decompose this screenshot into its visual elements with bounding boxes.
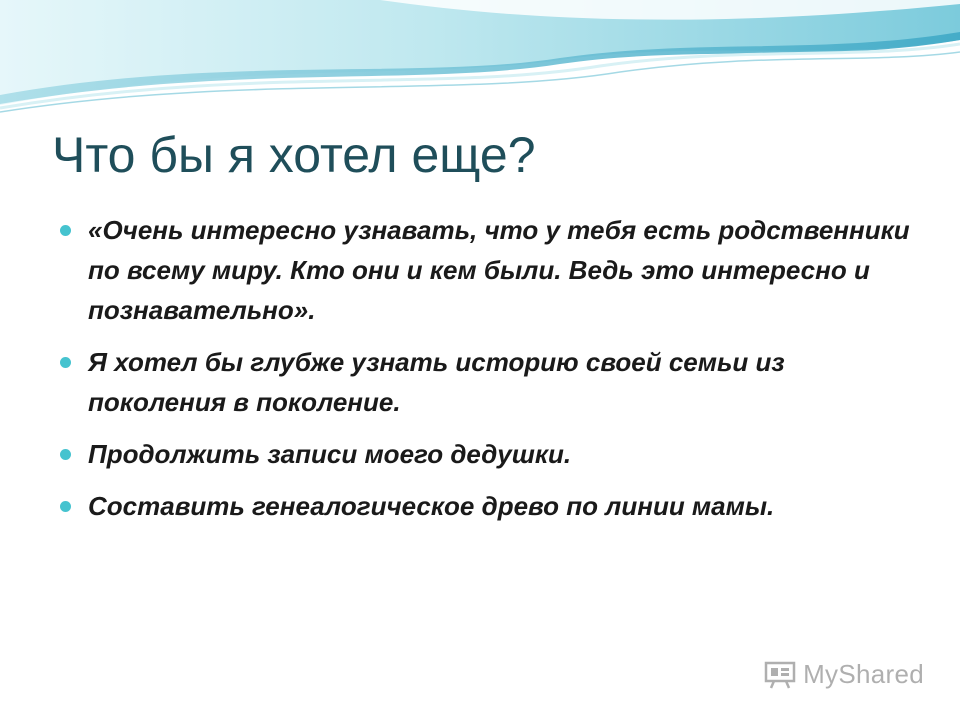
bullet-text: Продолжить записи моего дедушки.: [88, 439, 572, 469]
bullet-item: [60, 210, 920, 330]
bullet-text: Составить генеалогическое древо по линии мамы.: [88, 491, 775, 521]
bullet-list: [60, 210, 920, 538]
bullet-item: [60, 434, 920, 474]
watermark: [763, 659, 924, 690]
teal-dot-icon: [60, 357, 71, 368]
watermark-text: MyShared: [803, 659, 924, 689]
bullet-item: [60, 342, 920, 422]
bullet-text: «Очень интересно узнавать, что у тебя есть родственники по всему миру. Кто они и кем были. Ведь это интересно и познавательно».: [88, 215, 910, 325]
bullet-item: [60, 486, 920, 526]
teal-dot-icon: [60, 501, 71, 512]
teal-dot-icon: [60, 225, 71, 236]
wave-header-decoration: [0, 0, 960, 130]
presentation-board-icon: [763, 660, 797, 690]
teal-dot-icon: [60, 449, 71, 460]
bullet-text: Я хотел бы глубже узнать историю своей семьи из поколения в поколение.: [88, 347, 785, 417]
slide-title: Что бы я хотел еще?: [52, 127, 536, 183]
